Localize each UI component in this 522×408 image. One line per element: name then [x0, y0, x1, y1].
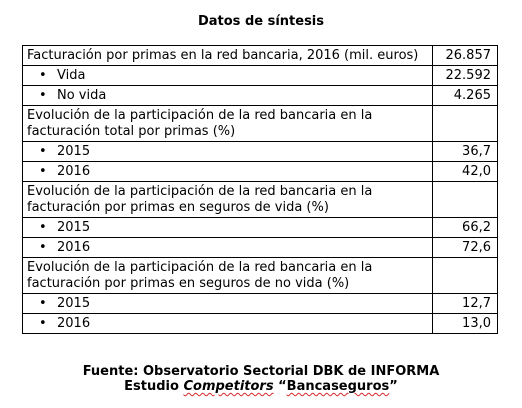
row-value: 12,7: [433, 294, 498, 314]
row-value: 72,6: [433, 238, 498, 258]
row-label: 2016: [57, 240, 91, 255]
table-row: [23, 294, 498, 314]
table-row: [23, 162, 498, 182]
row-value: [433, 258, 498, 294]
row-label: Evolución de la participación de la red bancaria en la facturación total por primas (%): [23, 106, 433, 142]
row-label: Vida: [57, 68, 86, 83]
row-value: [433, 106, 498, 142]
source-footer: [0, 364, 522, 394]
row-label: 2015: [57, 220, 91, 235]
bullet-icon: •: [39, 88, 47, 103]
row-label-cell: [23, 162, 433, 182]
table-row: [23, 258, 498, 294]
study-name: Bancaseguros: [286, 379, 390, 394]
study-mid: “: [273, 379, 287, 394]
row-value: 22.592: [433, 66, 498, 86]
row-label: 2015: [57, 296, 91, 311]
row-value: 42,0: [433, 162, 498, 182]
row-value: 36,7: [433, 142, 498, 162]
table-row: [23, 238, 498, 258]
study-suffix: ”: [389, 379, 398, 394]
bullet-icon: •: [39, 144, 47, 159]
row-label-cell: [23, 238, 433, 258]
row-value: [433, 182, 498, 218]
row-label-cell: [23, 218, 433, 238]
synthesis-table: [22, 45, 498, 334]
document-title: Datos de síntesis: [197, 14, 325, 29]
row-label: 2016: [57, 316, 91, 331]
bullet-icon: •: [39, 296, 47, 311]
study-prefix: Estudio: [124, 379, 184, 394]
bullet-icon: •: [39, 68, 47, 83]
bullet-icon: •: [39, 316, 47, 331]
row-label: Evolución de la participación de la red bancaria en la facturación por primas en seguros de no vida (%): [23, 258, 433, 294]
table-row: [23, 106, 498, 142]
row-label-cell: [23, 66, 433, 86]
row-label: No vida: [57, 88, 107, 103]
row-label: 2016: [57, 164, 91, 179]
bullet-icon: •: [39, 220, 47, 235]
row-value: 4.265: [433, 86, 498, 106]
table-row: [23, 182, 498, 218]
table-row: [23, 46, 498, 66]
table-row: [23, 314, 498, 334]
row-value: 66,2: [433, 218, 498, 238]
study-italic: Competitors: [183, 379, 274, 394]
table-row: [23, 142, 498, 162]
source-line: Fuente: Observatorio Sectorial DBK de INFORMA: [82, 364, 440, 379]
row-value: 13,0: [433, 314, 498, 334]
table-row: [23, 218, 498, 238]
table-row: [23, 66, 498, 86]
row-label: Facturación por primas en la red bancaria, 2016 (mil. euros): [23, 46, 433, 66]
row-label-cell: [23, 314, 433, 334]
study-line: [0, 379, 522, 394]
row-value: 26.857: [433, 46, 498, 66]
bullet-icon: •: [39, 164, 47, 179]
row-label-cell: [23, 142, 433, 162]
row-label-cell: [23, 294, 433, 314]
table-row: [23, 86, 498, 106]
bullet-icon: •: [39, 240, 47, 255]
row-label-cell: [23, 86, 433, 106]
row-label: Evolución de la participación de la red bancaria en la facturación por primas en seguros de vida (%): [23, 182, 433, 218]
row-label: 2015: [57, 144, 91, 159]
